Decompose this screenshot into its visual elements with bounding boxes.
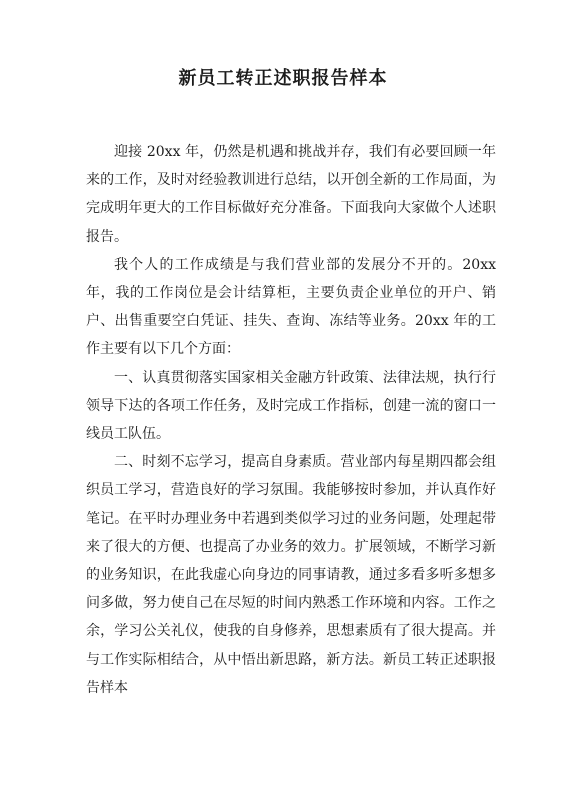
- paragraph-point-two: 二、时刻不忘学习，提高自身素质。营业部内每星期四都会组织员工学习，营造良好的学习氛围。我能够按时参加，并认真作好笔记。在平时办理业务中若遇到类似学习过的业务问题，处理起带来了很大的方便、也提高了办业务的效力。扩展领域，不断学习新的业务知识，在此我虚心向身边的同事请教，通过多看多听多想多问多做，努力使自己在尽短的时间内熟悉工作环境和内容。工作之余，学习公关礼仪，使我的自身修养，思想素质有了很大提高。并与工作实际相结合，从中悟出新思路，新方法。新员工转正述职报告样本: [86, 454, 496, 696]
- document-title: 新员工转正述职报告样本: [178, 68, 388, 89]
- paragraph-intro: 迎接 20xx 年，仍然是机遇和挑战并存，我们有必要回顾一年来的工作，及时对经验教训进行总结，以开创全新的工作局面，为完成明年更大的工作目标做好充分准备。下面我向大家做个人述职报告。: [86, 144, 496, 245]
- paragraph-point-one: 一、认真贯彻落实国家相关金融方针政策、法律法规，执行行领导下达的各项工作任务，及时完成工作指标，创建一流的窗口一线员工队伍。: [86, 369, 496, 443]
- document-body: [86, 138, 496, 702]
- paragraph-work-overview: 我个人的工作成绩是与我们营业部的发展分不开的。20xx 年，我的工作岗位是会计结算柜，主要负责企业单位的开户、销户、出售重要空白凭证、挂失、查询、冻结等业务。20xx 年的工作主要有以下几个方面：: [86, 256, 496, 358]
